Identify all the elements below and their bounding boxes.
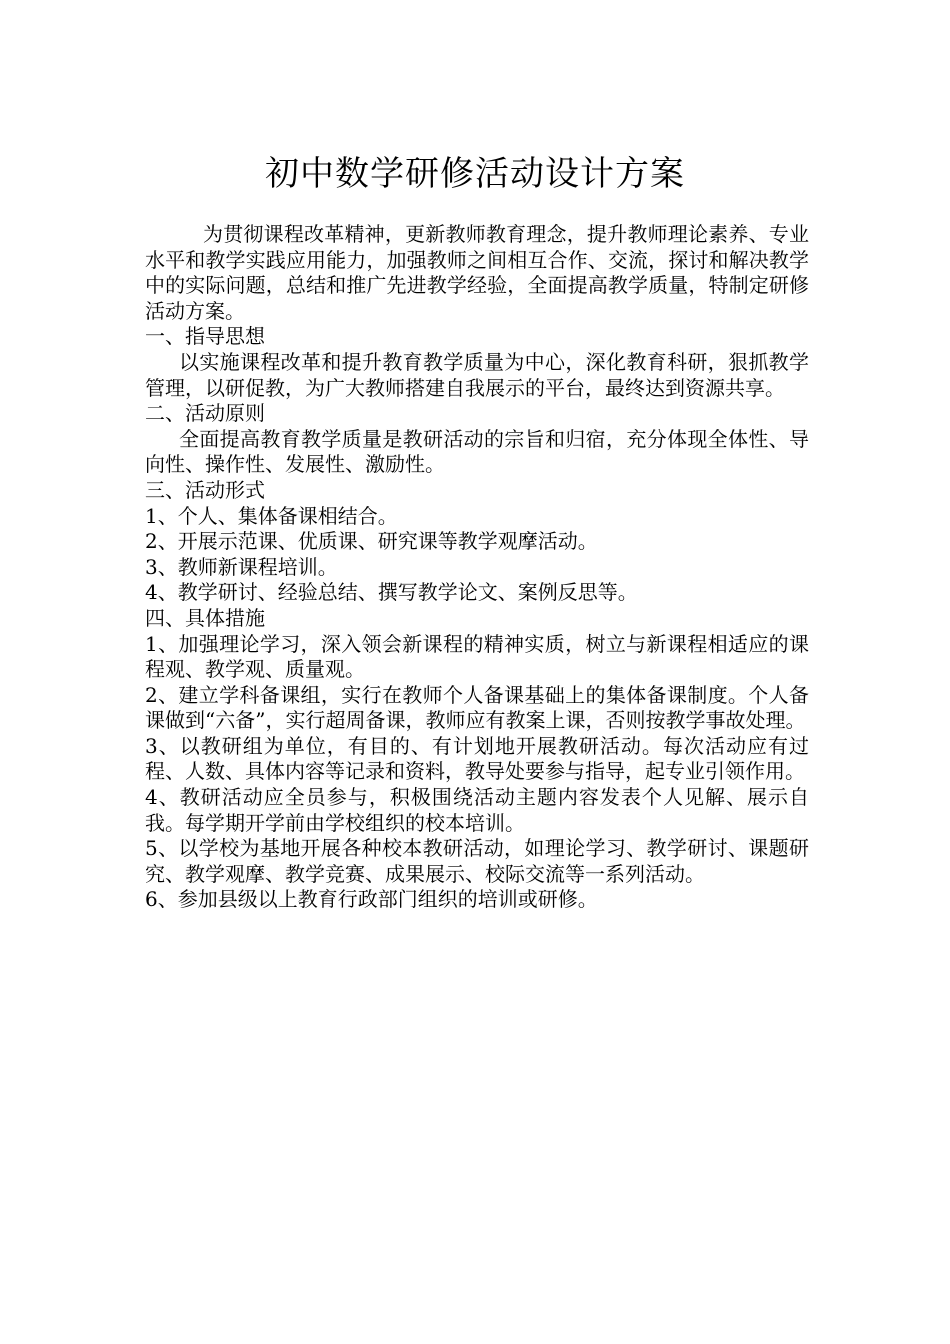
- list-item: 6、参加县级以上教育行政部门组织的培训或研修。: [145, 887, 598, 912]
- list-item: 5、以学校为基地开展各种校本教研活动，如理论学习、教学研讨、课题研究、教学观摩、教学竞赛、成果展示、校际交流等一系列活动。: [145, 836, 809, 886]
- list-item: 1、个人、集体备课相结合。: [145, 503, 398, 528]
- list-item: 1、加强理论学习，深入领会新课程的精神实质，树立与新课程相适应的课程观、教学观、质量观。: [145, 631, 809, 682]
- list-item: 3、以教研组为单位，有目的、有计划地开展教研活动。每次活动应有过程、人数、具体内容等记录和资料，教导处要参与指导，起专业引领作用。: [145, 733, 809, 784]
- document-body: [145, 222, 809, 913]
- intro-paragraph: 为贯彻课程改革精神，更新教师教育理念，提升教师理论素养、专业水平和教学实践应用能力，加强教师之间相互合作、交流，探讨和解决教学中的实际问题，总结和推广先进教学经验，全面提高教学质量，特制定研修活动方案。: [145, 222, 809, 323]
- section-heading-forms: 三、活动形式: [145, 477, 265, 502]
- list-item: 4、教学研讨、经验总结、撰写教学论文、案例反思等。: [145, 580, 638, 605]
- list-item: 2、建立学科备课组，实行在教师个人备课基础上的集体备课制度。个人备课做到“六备”，实行超周备课，教师应有教案上课，否则按教学事故处理。: [145, 682, 809, 733]
- section-heading-measures: 四、具体措施: [145, 605, 265, 630]
- list-item: 4、教研活动应全员参与，积极围绕活动主题内容发表个人见解、展示自我。每学期开学前由学校组织的校本培训。: [145, 785, 809, 835]
- section-heading-guiding: 一、指导思想: [145, 324, 265, 349]
- section-heading-principles: 二、活动原则: [145, 401, 265, 426]
- list-item: 3、教师新课程培训。: [145, 554, 338, 579]
- document-title: 初中数学研修活动设计方案: [265, 154, 685, 194]
- guiding-paragraph: 以实施课程改革和提升教育教学质量为中心，深化教育科研，狠抓教学管理，以研促教，为广大教师搭建自我展示的平台，最终达到资源共享。: [145, 349, 809, 400]
- list-item: 2、开展示范课、优质课、研究课等教学观摩活动。: [145, 529, 598, 554]
- principles-paragraph: 全面提高教育教学质量是教研活动的宗旨和归宿，充分体现全体性、导向性、操作性、发展性、激励性。: [145, 426, 809, 477]
